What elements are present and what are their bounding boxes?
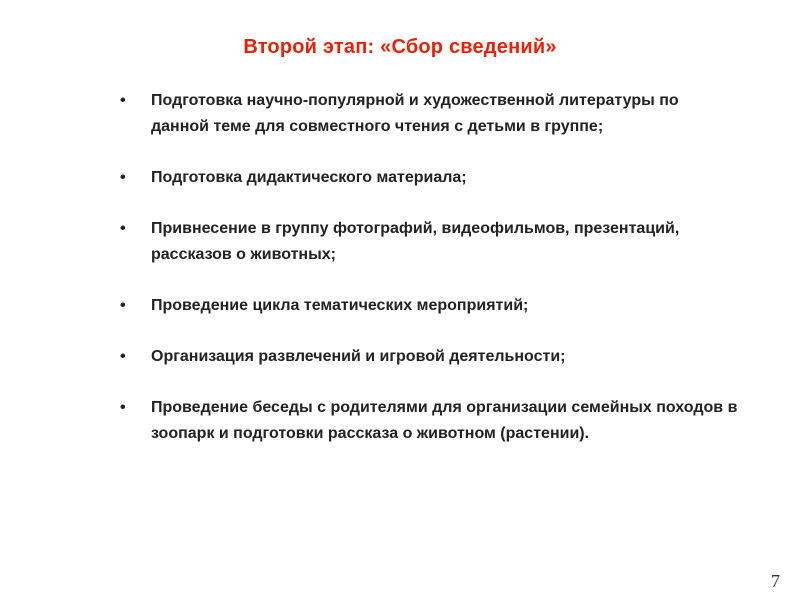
bullet-item bbox=[120, 88, 740, 140]
bullet-icon: • bbox=[120, 92, 126, 109]
bullet-icon: • bbox=[120, 297, 126, 314]
bullet-item bbox=[120, 216, 740, 268]
bullet-text: Проведение беседы с родителями для организации семейных походов в зоопарк и подготовки рассказа о животном (растении). bbox=[151, 399, 738, 442]
bullet-icon: • bbox=[120, 399, 126, 416]
slide-title: Второй этап: «Сбор сведений» bbox=[243, 36, 557, 58]
bullet-item bbox=[120, 344, 740, 370]
bullet-icon: • bbox=[120, 348, 126, 365]
bullet-text: Подготовка дидактического материала; bbox=[151, 169, 467, 186]
bullet-list bbox=[120, 88, 740, 447]
page-number: 7 bbox=[771, 571, 780, 591]
bullet-text: Организация развлечений и игровой деятельности; bbox=[151, 348, 566, 365]
bullet-text: Подготовка научно-популярной и художественной литературы по данной теме для совместного чтения с детьми в группе; bbox=[151, 92, 679, 135]
bullet-item bbox=[120, 395, 740, 447]
bullet-icon: • bbox=[120, 169, 126, 186]
bullet-item bbox=[120, 293, 740, 319]
bullet-item bbox=[120, 165, 740, 191]
bullet-text: Привнесение в группу фотографий, видеофильмов, презентаций, рассказов о животных; bbox=[151, 220, 680, 263]
bullet-text: Проведение цикла тематических мероприятий; bbox=[151, 297, 529, 314]
bullet-icon: • bbox=[120, 220, 126, 237]
